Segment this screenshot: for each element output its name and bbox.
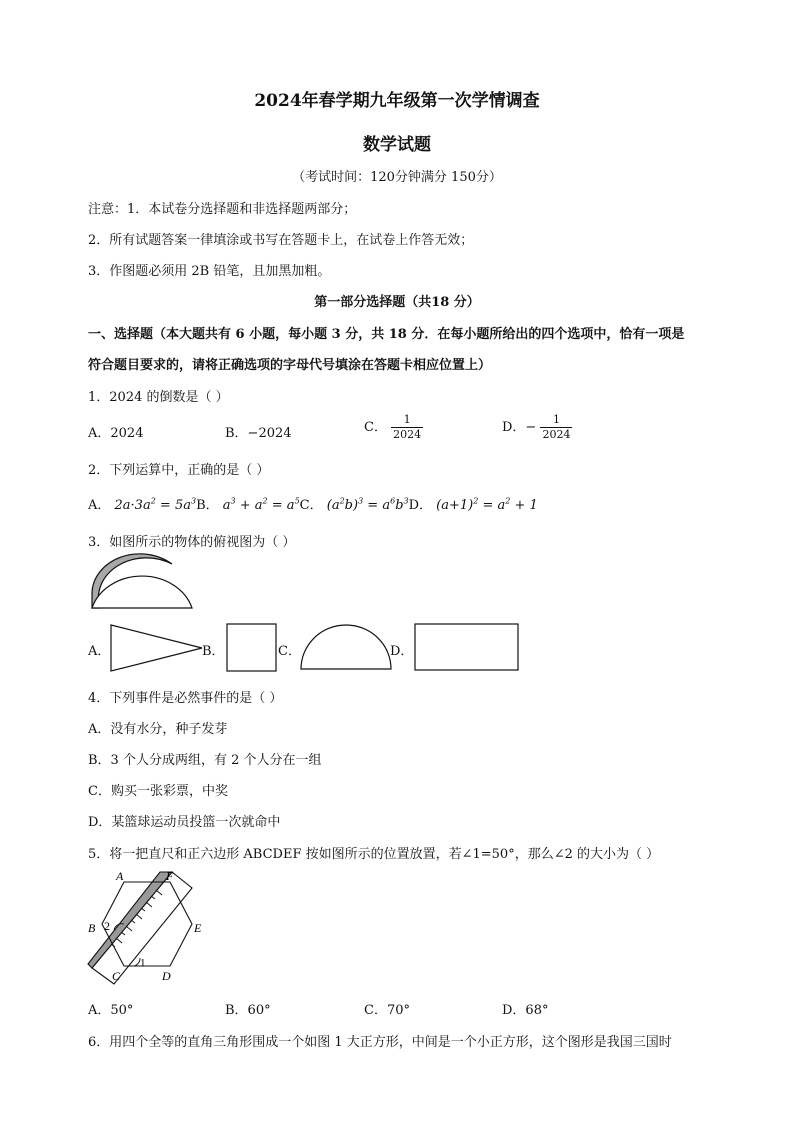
label-angle-2: 2 [104, 919, 110, 933]
q3-option-b-label: B． [202, 644, 225, 659]
q2-option-b-label: B． [196, 498, 219, 513]
part1-instruction-2: 符合题目要求的，请将正确选项的字母代号填涂在答题卡相应位置上） [88, 358, 492, 373]
label-D: D [162, 969, 171, 983]
q5-option-a: A．50° [88, 1003, 134, 1018]
q5-option-c: C．70° [364, 1003, 410, 1018]
ruler-edge [88, 872, 172, 968]
label-F: F [166, 869, 174, 883]
q3-option-b-square [226, 623, 278, 672]
q5-option-d: D．68° [502, 1003, 549, 1018]
q1-option-c-fraction [391, 413, 423, 442]
page-subtitle: 数学试题 [363, 135, 431, 155]
q3-option-a-triangle [110, 624, 204, 672]
q2-option-c-expr: $(a^2b)^3 = a^6b^3$ [322, 496, 409, 513]
q1-c-numerator: 1 [391, 413, 423, 428]
q2-option-d-label: D． [408, 498, 433, 513]
q3-stem: 3．如图所示的物体的俯视图为（ ） [88, 535, 296, 550]
label-angle-1: 1 [140, 957, 146, 969]
label-B: B [88, 921, 96, 935]
q1-c-denominator: 2024 [393, 428, 422, 441]
q1-option-c [364, 413, 423, 442]
q3-option-c-semicircle [300, 624, 392, 670]
q5-option-b: B．60° [225, 1003, 271, 1018]
q2-option-a-label: A． [88, 498, 111, 513]
q3-solid-figure [86, 558, 196, 614]
q3-option-a-label: A． [88, 644, 111, 659]
note-line-1: 注意：1．本试卷分选择题和非选择题两部分； [88, 202, 357, 217]
note-line-2: 2．所有试题答案一律填涂或书写在答题卡上，在试卷上作答无效； [88, 233, 474, 248]
q1-d-denominator: 2024 [542, 428, 571, 441]
q4-option-d: D．某篮球运动员投篮一次就命中 [88, 815, 281, 830]
q1-option-d [502, 413, 572, 442]
label-A: A [116, 869, 124, 883]
q3-option-d-rectangle [414, 623, 520, 671]
q6-stem: 6．用四个全等的直角三角形围成一个如图 1 大正方形，中间是一个小正方形，这个图形是我国三国时 [88, 1035, 672, 1050]
q2-option-a-expr: $2a\cdot 3a^2 = 5a^3$ [110, 496, 197, 513]
q2-option-d-expr: $(a+1)^2 = a^2 + 1$ [432, 496, 538, 513]
q5-hexagon-ruler-figure [84, 868, 214, 990]
label-C: C [112, 969, 121, 983]
label-E: E [194, 921, 202, 935]
q1-d-numerator: 1 [540, 413, 572, 428]
q1-option-a: A．2024 [88, 426, 144, 441]
q1-option-b: B．−2024 [225, 426, 292, 441]
page-title: 2024年春学期九年级第一次学情调查 [254, 91, 540, 111]
q4-stem: 4．下列事件是必然事件的是（ ） [88, 691, 283, 706]
q5-stem: 5．将一把直尺和正六边形 ABCDEF 按如图所示的位置放置，若∠1=50°，那么∠2 的大小为（ ） [88, 847, 660, 862]
part1-heading: 第一部分选择题（共18 分） [314, 295, 480, 310]
q4-option-b: B．3 个人分成两组，有 2 个人分在一组 [88, 753, 322, 768]
q2-option-b-expr: $a^3 + a^2 = a^5$ [218, 496, 300, 513]
q4-option-a: A．没有水分，种子发芽 [88, 722, 228, 737]
q2-option-c-label: C． [299, 498, 323, 513]
q3-option-d-label: D． [390, 644, 414, 659]
q1-option-c-label: C． [364, 420, 387, 435]
q1-option-d-label: D．− [502, 420, 537, 435]
q4-option-c: C．购买一张彩票，中奖 [88, 784, 228, 799]
q2-stem: 2．下列运算中，正确的是（ ） [88, 463, 270, 478]
q2-options [88, 494, 538, 513]
part1-instruction-1: 一、选择题（本大题共有 6 小题，每小题 3 分，共 18 分．在每小题所给出的四个选项中，恰有一项是 [88, 327, 685, 342]
q1-stem: 1．2024 的倒数是（ ） [88, 390, 229, 405]
q3-option-c-label: C． [278, 644, 301, 659]
exam-info: （考试时间：120分钟满分 150分） [292, 170, 502, 185]
q1-option-d-fraction [540, 413, 572, 442]
note-line-3: 3．作图题必须用 2B 铅笔，且加黑加粗。 [88, 264, 331, 279]
